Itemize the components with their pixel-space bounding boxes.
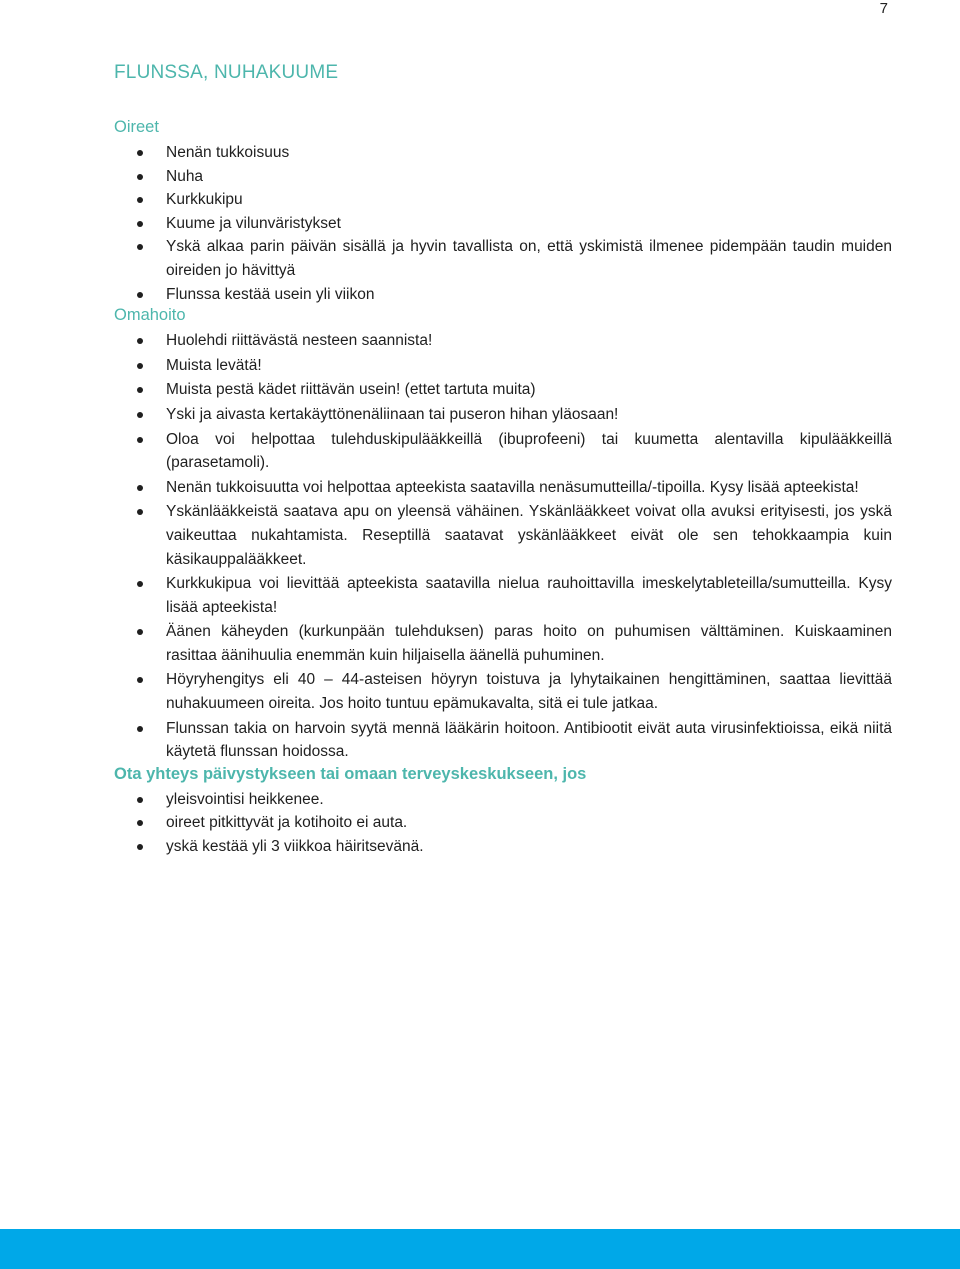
section-heading-symptoms: Oireet <box>114 118 159 136</box>
document-body <box>114 62 892 859</box>
list-item: Yskänlääkkeistä saatava apu on yleensä vähäinen. Yskänlääkkeet voivat olla avuksi erityisesti, jos yskä vaikeuttaa nukahtamista. Reseptillä saatavat yskänlääkkeet eivät ole sen tehokkaampia kuin käsikauppalääkkeet. <box>114 500 892 571</box>
list-item: Flunssa kestää usein yli viikon <box>114 283 892 307</box>
list-item: Flunssan takia on harvoin syytä mennä lääkärin hoitoon. Antibiootit eivät auta virusinfektioissa, eikä niitä käytetä flunssan hoidossa. <box>114 717 892 764</box>
list-item: Huolehdi riittävästä nesteen saannista! <box>114 329 892 353</box>
list-item: oireet pitkittyvät ja kotihoito ei auta. <box>114 811 892 835</box>
page-number: 7 <box>879 0 888 17</box>
list-item: Muista levätä! <box>114 354 892 378</box>
list-item: Nenän tukkoisuus <box>114 141 892 165</box>
list-item: Oloa voi helpottaa tulehduskipulääkkeillä (ibuprofeeni) tai kuumetta alentavilla kipulääkkeillä (parasetamoli). <box>114 428 892 475</box>
list-item: Äänen käheyden (kurkunpään tulehduksen) paras hoito on puhumisen välttäminen. Kuiskaaminen rasittaa äänihuulia enemmän kuin hiljaisella äänellä puhuminen. <box>114 620 892 667</box>
list-item: Nenän tukkoisuutta voi helpottaa apteekista saatavilla nenäsumutteilla/-tipoilla. Kysy lisää apteekista! <box>114 476 892 500</box>
list-item: yskä kestää yli 3 viikkoa häiritsevänä. <box>114 835 892 859</box>
section-heading-selfcare: Omahoito <box>114 306 186 325</box>
footer-bar <box>0 1229 960 1269</box>
list-item: Nuha <box>114 165 892 189</box>
contact-list <box>114 788 892 859</box>
selfcare-list <box>114 329 892 764</box>
list-item: Kurkkukipu <box>114 188 892 212</box>
list-item: Kuume ja vilunväristykset <box>114 212 892 236</box>
list-item: Yski ja aivasta kertakäyttönenäliinaan tai puseron hihan yläosaan! <box>114 403 892 427</box>
document-title: FLUNSSA, NUHAKUUME <box>114 62 339 83</box>
symptoms-list <box>114 141 892 306</box>
list-item: Yskä alkaa parin päivän sisällä ja hyvin tavallista on, että yskimistä ilmenee pidempään taudin muiden oireiden jo hävittyä <box>114 235 892 282</box>
section-heading-contact: Ota yhteys päivystykseen tai omaan terveyskeskukseen, jos <box>114 764 587 783</box>
list-item: Muista pestä kädet riittävän usein! (ettet tartuta muita) <box>114 378 892 402</box>
list-item: Kurkkukipua voi lievittää apteekista saatavilla nielua rauhoittavilla imeskelytableteilla/sumutteilla. Kysy lisää apteekista! <box>114 572 892 619</box>
list-item: yleisvointisi heikkenee. <box>114 788 892 812</box>
list-item: Höyryhengitys eli 40 – 44-asteisen höyryn toistuva ja lyhytaikainen hengittäminen, saattaa lievittää nuhakuumeen oireita. Jos hoito tuntuu epämukavalta, sitä ei tule jatkaa. <box>114 668 892 715</box>
